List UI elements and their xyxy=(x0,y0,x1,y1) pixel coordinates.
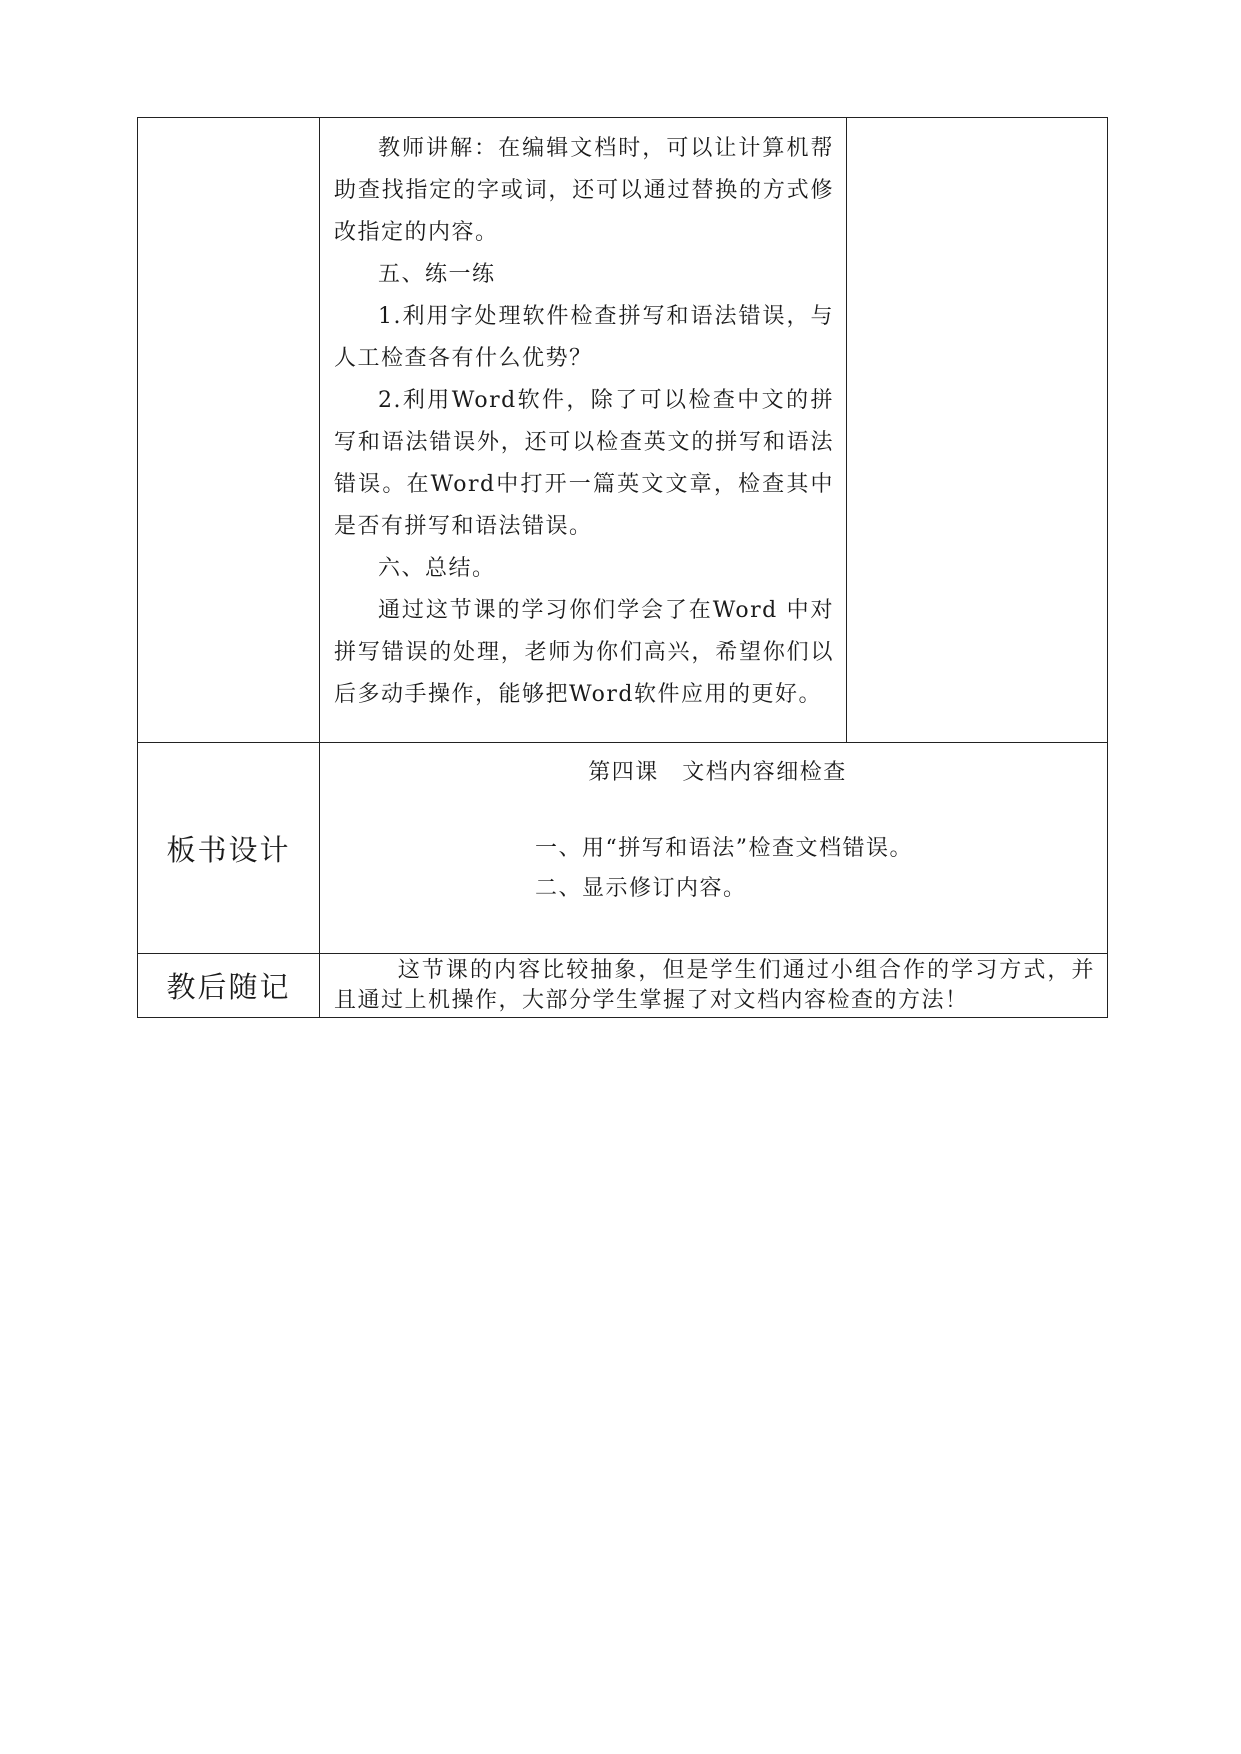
post-lesson-notes-text: 这节课的内容比较抽象，但是学生们通过小组合作的学习方式，并且通过上机操作，大部分学生掌握了对文档内容检查的方法！ xyxy=(334,958,1095,1013)
post-lesson-notes-content xyxy=(320,954,1107,1016)
board-design-label: 板书设计 xyxy=(138,743,320,954)
board-design-content xyxy=(320,753,1107,909)
empty-notes-cell xyxy=(847,118,1108,743)
paragraph-summary: 通过这节课的学习你们学会了在Word 中对拼写错误的处理，老师为你们高兴，希望你们以后多动手操作，能够把Word软件应用的更好。 xyxy=(334,598,834,707)
lesson-plan-table xyxy=(137,117,1108,1018)
teaching-process-cell xyxy=(320,118,847,743)
empty-label-cell xyxy=(138,118,320,743)
teaching-process-row xyxy=(138,118,1108,743)
board-design-line-2: 二、显示修订内容。 xyxy=(535,876,747,901)
paragraph-summary-heading: 六、总结。 xyxy=(378,556,496,581)
paragraph-practice-2: 2.利用Word软件，除了可以检查中文的拼写和语法错误外，还可以检查英文的拼写和语法错误。在Word中打开一篇英文文章，检查其中是否有拼写和语法错误。 xyxy=(334,388,834,539)
board-design-row xyxy=(138,743,1108,954)
post-lesson-notes-label: 教后随记 xyxy=(138,954,320,1018)
board-design-title: 第四课 文档内容细检查 xyxy=(588,760,847,785)
board-design-line-1: 一、用“拼写和语法”检查文档错误。 xyxy=(535,836,913,861)
post-lesson-notes-cell xyxy=(320,954,1108,1018)
paragraph-teacher-explanation: 教师讲解：在编辑文档时，可以让计算机帮助查找指定的字或词，还可以通过替换的方式修改指定的内容。 xyxy=(334,136,834,245)
board-design-cell xyxy=(320,743,1108,954)
paragraph-practice-1: 1.利用字处理软件检查拼写和语法错误，与人工检查各有什么优势？ xyxy=(334,304,834,371)
post-lesson-notes-row xyxy=(138,954,1108,1018)
paragraph-practice-heading: 五、练一练 xyxy=(378,262,496,287)
teaching-process-content xyxy=(320,118,846,722)
